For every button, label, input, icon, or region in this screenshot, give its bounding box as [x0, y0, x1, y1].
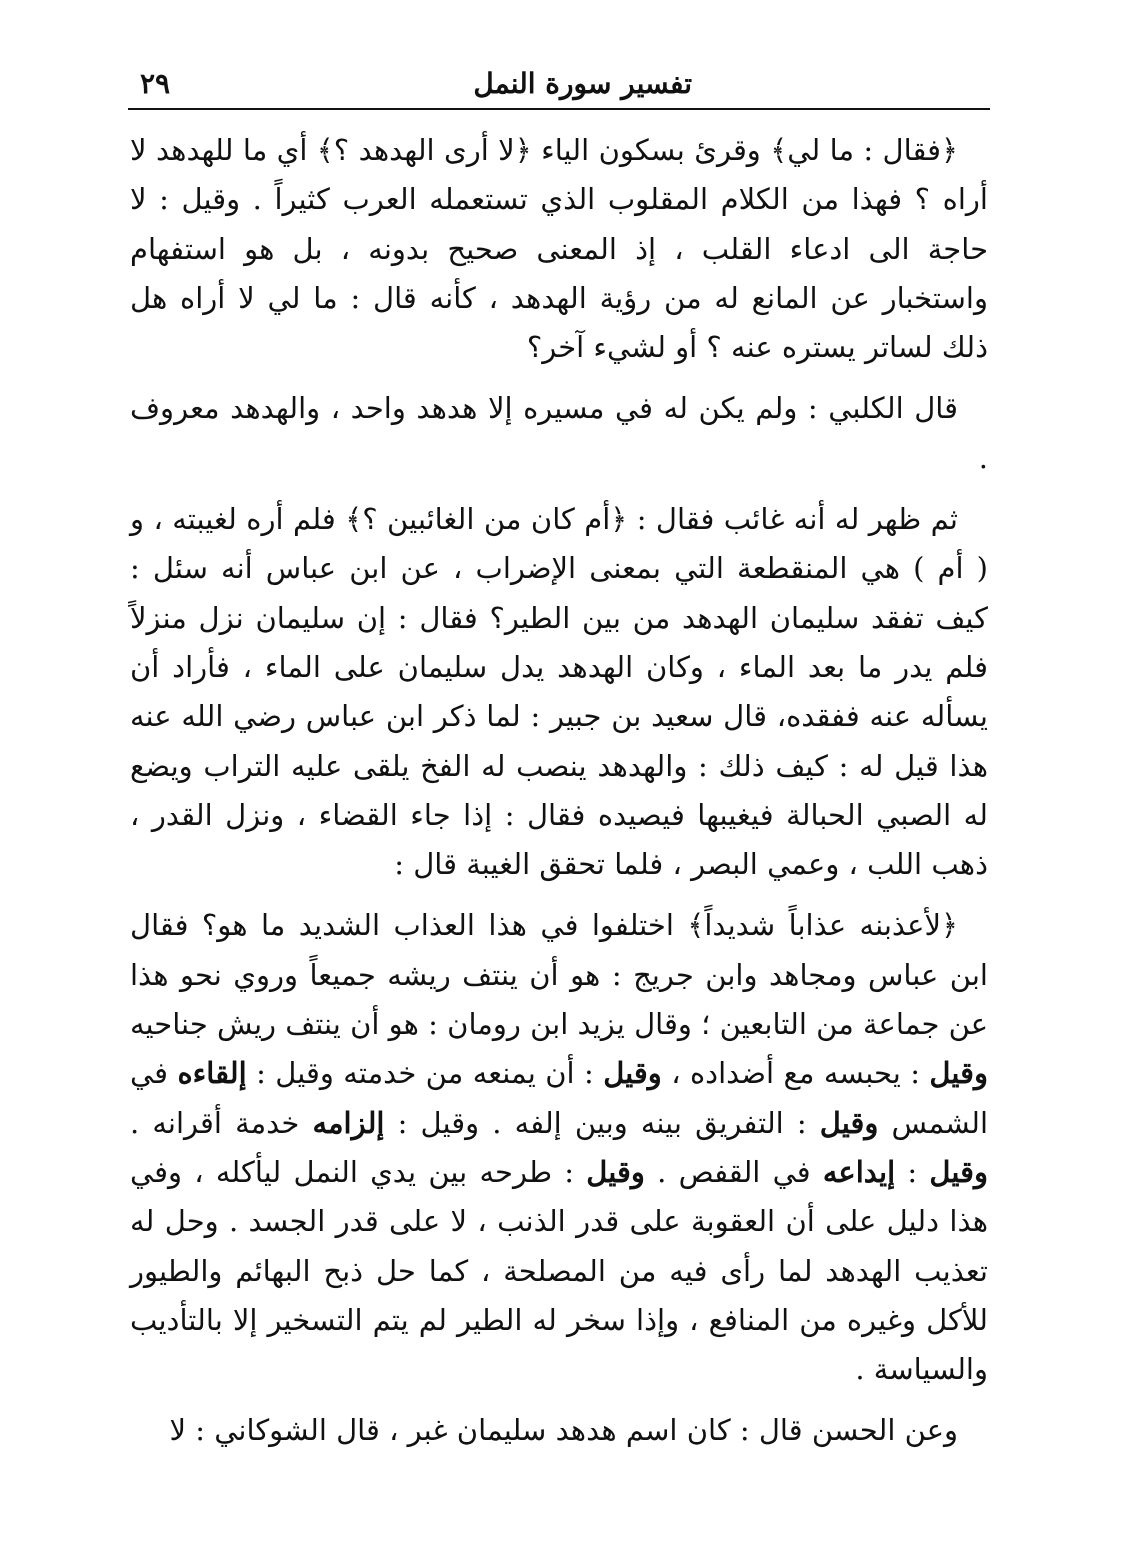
bold-text-run: إلزامه [312, 1105, 385, 1140]
running-title: تفسير سورة النمل [473, 67, 692, 100]
running-header [130, 62, 988, 106]
bold-text-run: وقيل [929, 1056, 988, 1091]
text-run: ﴿فقال : ما لي﴾ وقرئ بسكون الياء ﴿لا أرى الهدهد ؟﴾ أي ما للهدهد لا أراه ؟ فهذا من الكلام المقلوب الذي تستعمله العرب كثيراً . وقيل : لا حاجة الى ادعاء القلب ، إذ المعنى صحيح بدونه ، بل هو استفهام واستخبار عن المانع له من رؤية الهدهد ، كأنه قال : ما لي لا أراه هل ذلك لساتر يستره عنه ؟ أو لشيء آخر؟ [130, 133, 988, 365]
text-run: ثم ظهر له أنه غائب فقال : ﴿أم كان من الغائبين ؟﴾ فلم أره لغيبته ، و ( أم ) هي المنقطعة التي بمعنى الإضراب ، عن ابن عباس أنه سئل : كيف تفقد سليمان الهدهد من بين الطير؟ فقال : إن سليمان نزل منزلاً فلم يدر ما بعد الماء ، وكان الهدهد يدل سليمان على الماء ، فأراد أن يسأله عنه ففقده، قال سعيد بن جبير : لما ذكر ابن عباس رضي الله عنه هذا قيل له : كيف ذلك : والهدهد ينصب له الفخ يلقى عليه التراب ويضع له الصبي الحبالة فيغيبها فيصيده فقال : إذا جاء القضاء ، ونزل القدر ، ذهب اللب ، وعمي البصر ، فلما تحقق الغيبة قال : [130, 502, 988, 882]
text-run: : التفريق بينه وبين إلفه . وقيل : [384, 1105, 820, 1140]
text-run: : طرحه بين يدي النمل ليأكله ، وفي هذا دليل على أن العقوبة على قدر الذنب ، لا على قدر الجسد . وحل له تعذيب الهدهد لما رأى فيه من المصلحة ، كما حل ذبح البهائم والطيور للأكل وغيره من المنافع ، وإذا سخر له الطير لم يتم التسخير إلا بالتأديب والسياسة . [130, 1154, 988, 1387]
bold-text-run: إلقاءه [177, 1056, 247, 1091]
text-run: في الشمس [130, 1056, 988, 1140]
text-run: وعن الحسن قال : كان اسم هدهد سليمان غبر ، قال الشوكاني : لا [169, 1413, 958, 1448]
paragraph [130, 126, 988, 372]
paragraph [130, 495, 988, 889]
paragraph [130, 901, 988, 1394]
text-run: في القفص . [644, 1154, 823, 1189]
paragraph [130, 1406, 988, 1455]
bold-text-run: وقيل [603, 1056, 662, 1091]
bold-text-run: وقيل [819, 1105, 879, 1140]
text-run: خدمة أقرانه . [130, 1105, 313, 1140]
text-run: ﴿لأعذبنه عذاباً شديداً﴾ اختلفوا في هذا العذاب الشديد ما هو؟ فقال ابن عباس ومجاهد وابن جريج : هو أن ينتف ريشه جميعاً وروي نحو هذا عن جماعة من التابعين ؛ وقال يزيد ابن رومان : هو أن ينتف ريش جناحيه [130, 908, 988, 1042]
text-run: قال الكلبي : ولم يكن له في مسيره إلا هدهد واحد ، والهدهد معروف . [130, 391, 988, 475]
body-text [130, 126, 988, 1468]
text-run: : يحبسه مع أضداده ، [661, 1056, 930, 1091]
text-run: : أن يمنعه من خدمته وقيل : [246, 1056, 604, 1091]
header-divider [128, 108, 990, 110]
bold-text-run: وقيل [586, 1154, 645, 1189]
bold-text-run: إيداعه [822, 1154, 896, 1189]
bold-text-run: وقيل [929, 1154, 988, 1189]
text-run: : [895, 1154, 930, 1189]
paragraph [130, 384, 988, 483]
page-number: ٢٩ [140, 67, 171, 100]
